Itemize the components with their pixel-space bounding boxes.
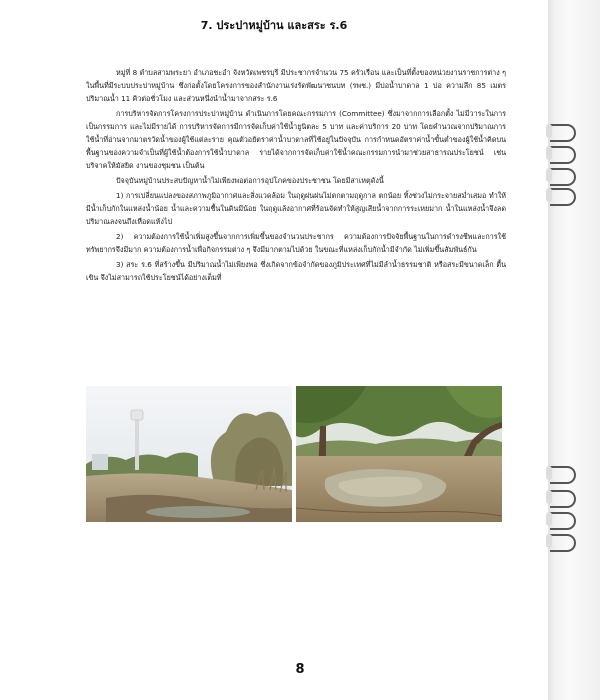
binding-ring [550,490,576,508]
binding-ring [550,534,576,552]
binding-ring [550,188,576,206]
paragraph-cause-2: 2) ความต้องการใช้น้ำเพิ่มสูงขึ้นจากการเพิ่มขึ้นของจำนวนประชากร ความต้องการปัจจัยพื้นฐานในการดำรงชีพและการใช้ทรัพยากรจึงมีมาก ความต้องการน้ำเพื่อกิจกรรมต่าง ๆ จึงมีมากตามไปด้วย ในขณะที่แหล่งเก็บกักน้ำมีจำกัด ไม่เพิ่มขึ้นสัมพันธ์กัน [86,232,506,254]
binding-ring [550,146,576,164]
photo-water-tower [86,386,292,522]
paragraph-problem: ปัจจุบันหมู่บ้านประสบปัญหาน้ำไม่เพียงพอต่อการอุปโภคของประชาชน โดยมีสาเหตุดังนี้ [116,176,384,185]
paragraph-intro: หมู่ที่ 8 ตำบลสามพระยา อำเภอชะอำ จังหวัดเพชรบุรี มีประชากรจำนวน 75 ครัวเรือน และเป็นที่ตั้งของหน่วยงานราชการต่าง ๆ ในพื้นที่มีระบบประปาหมู่บ้าน ซึ่งก่อตั้งโดยโครงการของสำนักงานเร่งรัดพัฒนาชนบท (รพช.) มีบ่อน้ำบาดาล 1 บ่อ ความลึก 85 เมตร ปริมาณน้ำ 11 คิวต่อชั่วโมง และส่วนหนึ่งนำน้ำมาจากสระ ร.6 [86,68,506,103]
paragraph-cause-3: 3) สระ ร.6 ที่สร้างขึ้น มีปริมาณน้ำไม่เพียงพอ ซึ่งเกิดจากข้อจำกัดของภูมิประเทศที่ไม่มีลำน้ำธรรมชาติ หรือสระมีขนาดเล็ก ตื้นเขิน จึงไม่สามารถใช้ประโยชน์ได้อย่างเต็มที่ [86,260,506,282]
binding-ring [550,512,576,530]
binding-ring [550,466,576,484]
page-number: 8 [295,662,305,677]
paragraph-cause-1: 1) การเปลี่ยนแปลงของสภาพภูมิอากาศและสิ่งแวดล้อม ในฤดูฝนฝนไม่ตกตามฤดูกาล ตกน้อย ทิ้งช่วงไม่กระจายสม่ำเสมอ ทำให้มีน้ำเก็บกักในแหล่งน้ำน้อย น้ำและความชื้นในดินมีน้อย ในฤดูแล้งอากาศที่ร้อนจัดทำให้สูญเสียน้ำจากการระเหยมาก น้ำในแหล่งน้ำจึงลดปริมาณลงจนถึงเหือดแห้งไป [86,191,506,226]
binding-ring [550,124,576,142]
paragraph-management: การบริหารจัดการโครงการประปาหมู่บ้าน ดำเนินการโดยคณะกรรมการ (Committee) ซึ่งมาจากการเลือกตั้ง ไม่มีวาระในการเป็นกรรมการ และไม่มีรายได้ การบริหารจัดการมีการจัดเก็บค่าใช้น้ำยูนิตละ 5 บาท และค่าบริการ 20 บาท โดยคำนวณจากปริมาณการใช้น้ำที่อ่านจากมาตรวัดน้ำของผู้ใช้แต่ละราย คุณตัวอยัตราค่าน้ำบาดาลที่ใช้อยู่ในปัจจุบัน การกำหนดอัตราค่าน้ำขั้นต่ำของผู้ใช้น้ำคิดบนพื้นฐานของความจำเป็นที่ผู้ใช้น้ำต้องการใช้น้ำบาดาล รายได้จากการจัดเก็บค่าใช้น้ำคณะกรรมการนำมาช่วยสาธารณประโยชน์ เช่น บริจาคให้มัสยิด งานของชุมชน เป็นต้น [86,109,506,170]
notebook-binding [548,0,600,700]
binding-ring [550,168,576,186]
section-heading: 7. ประปาหมู่บ้าน และสระ ร.6 [200,19,348,32]
body-text [86,66,506,286]
photo-muddy-pond [296,386,502,522]
